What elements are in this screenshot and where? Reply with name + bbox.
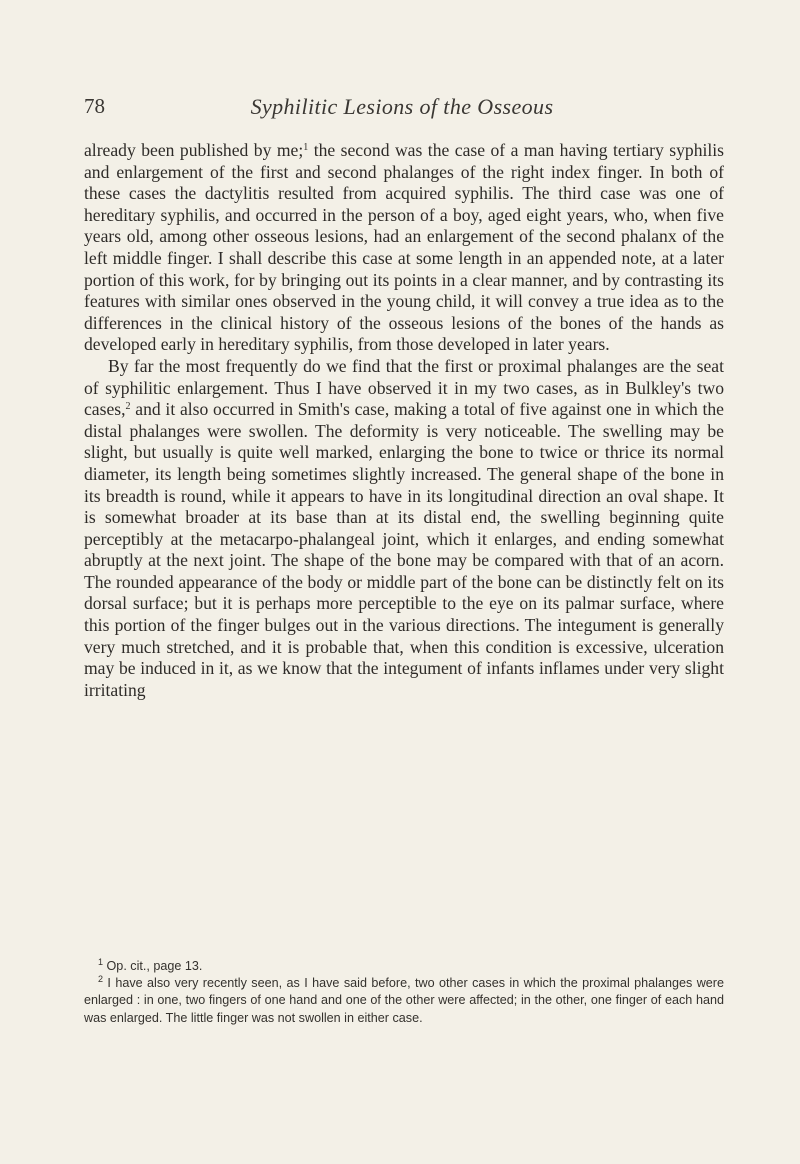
running-head (84, 94, 720, 120)
footnote-mark: 1 (98, 957, 104, 967)
paragraph-continued (84, 140, 724, 356)
footnote-reference: 1 (303, 142, 309, 153)
paragraph-text: the second was the case of a man having tertiary syphilis and enlargement of the first and second phalanges of the right index finger. In both of these cases the dactylitis resulted from acquired syphilis. The third case was one of hereditary syphilis, and occurred in the person of a boy, aged eight years, who, when five years old, among other osseous lesions, had an enlargement of the second phalanx of the left middle finger. I shall describe this case at some length in an appended note, at a later portion of this work, for by bringing out its points in a clear manner, and by contrasting its features with similar ones observed in the young child, it will convey a true idea as to the differences in the clinical history of the osseous lesions of the bones of the hands as developed early in hereditary syphilis, from those developed in later years. (84, 140, 725, 355)
footnote-reference: 2 (125, 401, 131, 413)
footnote (84, 958, 724, 975)
paragraph-text: already been published by me; (84, 140, 304, 160)
paragraph-text: By far the most frequently do we find that the first or proximal phalanges are the seat of syphilitic enlargement. Thus I have observed it in my two cases, as in Bulkley's two cases, (84, 355, 724, 420)
running-title: Syphilitic Lesions of the Osseous (250, 94, 554, 119)
body-text (84, 140, 724, 701)
footnote-text: Op. cit., page 13. (103, 959, 203, 973)
page-number: 78 (84, 94, 105, 118)
paragraph (84, 356, 724, 702)
footnote-text: I have also very recently seen, as I have said before, two other cases in which the proximal phalanges were enlarged : in one, two fingers of one hand and one of the other were affected; in the other, one finger of each hand was enlarged. The little finger was not swollen in either case. (84, 976, 724, 1025)
footnote (84, 975, 724, 1027)
footnotes (84, 958, 724, 1027)
footnote-mark: 2 (98, 974, 104, 985)
paragraph-text: and it also occurred in Smith's case, making a total of five against one in which the distal phalanges were swollen. The deformity is very noticeable. The swelling may be slight, but usually is quite well marked, enlarging the bone to twice or thrice its normal diameter, its length being sometimes slightly increased. The general shape of the bone in its breadth is round, while it appears to have in its longitudinal direction an oval shape. It is somewhat broader at its base than at its distal end, the swelling beginning quite perceptibly at the metacarpo-phalangeal joint, which it enlarges, and ending somewhat abruptly at the next joint. The shape of the bone may be compared with that of an acorn. The rounded appearance of the body or middle part of the bone can be distinctly felt on its dorsal surface; but it is perhaps more perceptible to the eye on its palmar surface, where this portion of the finger bulges out in the various directions. The integument is generally very much stretched, and it is probable that, when this condition is excessive, ulceration may be induced in it, as we know that the integument of infants inflames under very slight irritating (84, 399, 724, 700)
